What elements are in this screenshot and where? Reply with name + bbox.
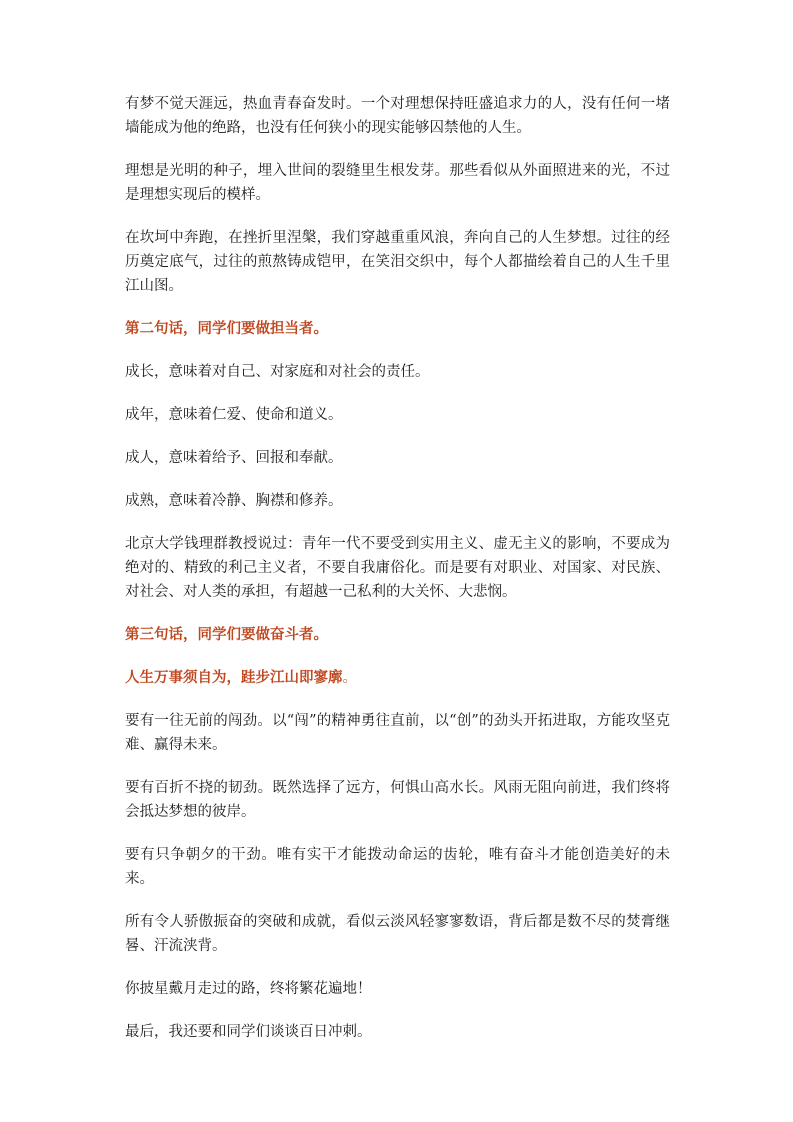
paragraph: 要有一往无前的闯劲。以“闯”的精神勇往直前，以“创”的劲头开拓进取，方能攻坚克难、赢得未来。 <box>125 713 670 753</box>
paragraph: 成人，意味着给予、回报和奉献。 <box>125 450 343 466</box>
paragraph: 成年，意味着仁爱、使命和道义。 <box>125 407 343 423</box>
subsection-heading-trail: 。 <box>342 670 357 686</box>
section-heading: 第二句话，同学们要做担当者。 <box>125 320 328 337</box>
paragraph: 要有百折不挠的韧劲。既然选择了远方，何惧山高水长。风雨无阻向前进，我们终将会抵达梦想的彼岸。 <box>125 780 670 820</box>
paragraph: 在坎坷中奔跑，在挫折里涅槃，我们穿越重重风浪，奔向自己的人生梦想。过往的经历奠定底气，过往的煎熬铸成铠甲，在笑泪交织中，每个人都描绘着自己的人生千里江山图。 <box>125 230 670 294</box>
paragraph: 最后，我还要和同学们谈谈百日冲刺。 <box>125 1024 372 1040</box>
paragraph: 你披星戴月走过的路，终将繁花遍地！ <box>125 981 372 997</box>
paragraph: 成熟，意味着冷静、胸襟和修养。 <box>125 493 343 509</box>
paragraph: 要有只争朝夕的干劲。唯有实干才能拨动命运的齿轮，唯有奋斗才能创造美好的未来。 <box>125 847 670 887</box>
section-heading: 第三句话，同学们要做奋斗者。 <box>125 626 328 643</box>
document-body <box>125 92 670 1063</box>
paragraph: 有梦不觉天涯远，热血青春奋发时。一个对理想保持旺盛追求力的人，没有任何一堵墙能成为他的绝路，也没有任何狭小的现实能够囚禁他的人生。 <box>125 96 670 136</box>
paragraph: 理想是光明的种子，埋入世间的裂缝里生根发芽。那些看似从外面照进来的光，不过是理想实现后的模样。 <box>125 163 670 203</box>
subsection-heading <box>125 666 670 690</box>
paragraph: 所有令人骄傲振奋的突破和成就，看似云淡风轻寥寥数语，背后都是数不尽的焚膏继晷、汗流浃背。 <box>125 914 670 954</box>
paragraph: 北京大学钱理群教授说过：青年一代不要受到实用主义、虚无主义的影响，不要成为绝对的、精致的利己主义者，不要自我庸俗化。而是要有对职业、对国家、对民族、对社会、对人类的承担，有超越一己私利的大关怀、大悲悯。 <box>125 536 670 600</box>
paragraph: 成长，意味着对自己、对家庭和对社会的责任。 <box>125 364 430 380</box>
subsection-heading-text: 人生万事须自为，跬步江山即寥廓 <box>125 669 343 686</box>
